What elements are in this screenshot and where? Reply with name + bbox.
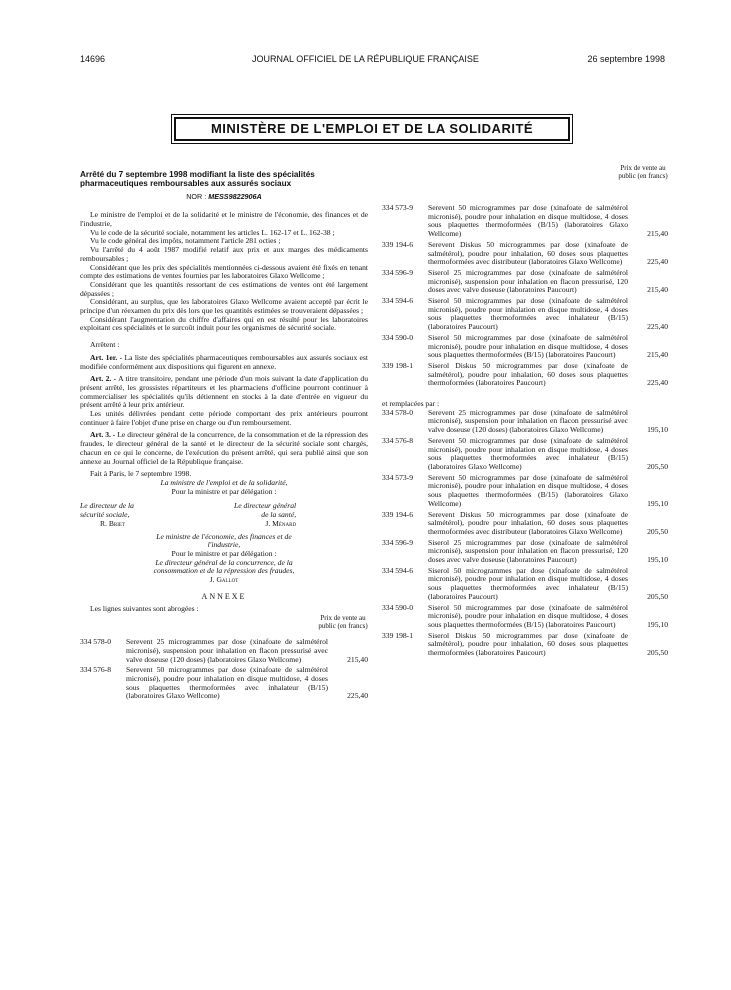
product-price: 195,10: [647, 555, 668, 565]
left-column: [80, 170, 368, 703]
right-column: [382, 164, 668, 660]
article-2-continued: Les unités délivrées pendant cette période comportant des prix antérieurs pourront continuer à faire l'objet d'une prise en charge ou d'un remboursement.: [80, 409, 368, 427]
paragraph: Vu le code de la sécurité sociale, notamment les articles L. 162-17 et L. 162-38 ;: [90, 227, 335, 237]
signature-left-name: R. Briet: [100, 518, 126, 528]
product-code: 334 576-8: [382, 435, 414, 445]
product-price: 225,40: [647, 322, 668, 332]
product-price: 205,50: [647, 526, 668, 536]
product-code: 334 596-9: [382, 537, 414, 547]
replaced-intro: et remplacées par :: [382, 399, 440, 409]
signature-right: [230, 502, 368, 528]
product-entry: [382, 437, 668, 472]
product-price: 195,10: [647, 619, 668, 629]
product-entry: [80, 666, 368, 701]
abrogated-intro: Les lignes suivantes sont abrogées :: [90, 604, 199, 614]
article-2: [80, 375, 368, 410]
minister-economy-title: Le ministre de l'économie, des finances et de l'industrie,: [156, 531, 292, 550]
arretent: Arrêtent :: [90, 340, 120, 350]
signature-right-name: J. Ménard: [265, 518, 297, 528]
product-description: Serevent Diskus 50 microgrammes par dose (xinafoate de salmétérol), poudre pour inhalation, 60 doses sous plaquettes thermoformées avec distributeur (laboratoires Glaxo Wellcome): [428, 239, 628, 267]
product-code: 339 194-6: [382, 509, 414, 519]
product-price: 195,10: [647, 425, 668, 435]
product-entry: [382, 241, 668, 267]
product-code: 334 573-9: [382, 472, 414, 482]
issue-date: 26 septembre 1998: [587, 54, 665, 64]
article-2-text: A titre transitoire, pendant une période d'un mois suivant la date d'application du présent arrêté, les grossistes répartiteurs et les pharmaciens d'officine pourront continuer à commercialiser les spécialités qu'ils détiennent en stocks à la date d'entrée en vigueur du présent arrêté à leur prix antérieur.: [80, 374, 368, 410]
product-entry: [382, 567, 668, 602]
signature-left: [80, 502, 218, 528]
signature-left-title: Le directeur de la sécurité sociale,: [80, 501, 134, 520]
product-entry: [382, 362, 668, 388]
product-code: 334 590-0: [382, 332, 414, 342]
article-2-label: Art. 2. -: [90, 374, 117, 384]
minister-title: La ministre de l'emploi et de la solidarité,: [160, 477, 288, 487]
decree-title: Arrêté du 7 septembre 1998 modifiant la liste des spécialités pharmaceutiques remboursables aux assurés sociaux: [80, 170, 315, 189]
article-1-label: Art. 1er. -: [90, 352, 123, 362]
product-description: Siserol 50 microgrammes par dose (xinafoate de salmétérol micronisé), poudre pour inhalation en disque multidose, 4 doses sous plaquettes thermoformées (B/15) (laboratoires Paucourt): [428, 332, 628, 360]
product-price: 205,50: [647, 461, 668, 471]
abrogated-list-left: [80, 638, 368, 701]
annexe-heading: ANNEXE: [201, 591, 247, 601]
product-code: 334 596-9: [382, 267, 414, 277]
product-entry: [382, 204, 668, 239]
abrogated-list-right: [382, 204, 668, 388]
preamble: [80, 211, 368, 333]
product-description: Serevent 50 microgrammes par dose (xinafoate de salmétérol micronisé), poudre pour inhalation en disque multidose, 4 doses sous plaquettes thermoformées avec inhalateur (B/15) (laboratoires Glaxo Wellcome): [428, 435, 628, 471]
paragraph: Considérant que les quantités ressortant de ces estimations de ventes ont été largement dépassées ;: [80, 279, 368, 298]
ministry-heading: MINISTÈRE DE L'EMPLOI ET DE LA SOLIDARITÉ: [174, 117, 570, 141]
product-code: 334 590-0: [382, 602, 414, 612]
delegation-line: Pour la ministre et par délégation :: [171, 486, 277, 496]
product-price: 205,50: [647, 591, 668, 601]
product-entry: [382, 474, 668, 509]
product-code: 334 578-0: [382, 407, 414, 417]
article-3: [80, 431, 368, 466]
signature-3-title: Le directeur général de la concurrence, de la consommation et de la répression des fraudes,: [153, 557, 295, 576]
product-description: Siserol 25 microgrammes par dose (xinafoate de salmétérol micronisé), suspension pour inhalation en flacon pressurisé, 120 doses avec valve doseuse (laboratoires Paucourt): [428, 537, 628, 565]
product-price: 225,40: [647, 257, 668, 267]
product-description: Serevent 25 microgrammes par dose (xinafoate de salmétérol micronisé), suspension pour inhalation en flacon pressurisé avec valve doseuse (120 doses) (laboratoires Glaxo Wellcome): [126, 637, 328, 664]
product-code: 339 194-6: [382, 239, 414, 249]
product-price: 215,40: [347, 654, 368, 664]
place-date: Fait à Paris, le 7 septembre 1998.: [90, 469, 192, 479]
product-entry: [382, 409, 668, 435]
signature-3-name: J. Gallot: [209, 575, 239, 585]
nor-value: MESS9822906A: [208, 191, 262, 201]
replacement-list: [382, 409, 668, 658]
product-description: Siserol 25 microgrammes par dose (xinafoate de salmétérol micronisé), suspension pour inhalation en flacon pressurisé, 120 doses avec valve doseuse (laboratoires Paucourt): [428, 267, 628, 295]
price-column-header: Prix de vente au public (en francs): [318, 614, 368, 631]
price-column-header: Prix de vente au public (en francs): [618, 164, 668, 180]
product-entry: [80, 638, 368, 664]
paragraph: Considérant, au surplus, que les laboratoires Glaxo Wellcome avaient accepté par écrit le principe d'un réexamen du prix dès lors que les quantités estimées se trouveraient dépassées ;: [80, 297, 368, 316]
product-price: 215,40: [647, 350, 668, 360]
product-description: Siserol 50 microgrammes par dose (xinafoate de salmétérol micronisé), poudre pour inhalation en disque multidose, 4 doses sous plaquettes thermoformées avec inhalateur (B/15) (laboratoires Paucourt): [428, 565, 628, 601]
signature-right-title: Le directeur général de la santé,: [233, 501, 297, 520]
product-price: 215,40: [647, 285, 668, 295]
paragraph: Considérant l'augmentation du chiffre d'affaires qui en est résulté pour les laboratoires exploitant ces spécialités et le surcoût induit pour les organismes de sécurité sociale.: [80, 314, 368, 333]
product-price: 215,40: [647, 229, 668, 239]
product-entry: [382, 604, 668, 630]
product-entry: [382, 632, 668, 658]
article-1-text: La liste des spécialités pharmaceutiques remboursables aux assurés sociaux est modifiée conformément aux dispositions qui figurent en annexe.: [80, 352, 368, 371]
product-code: 339 198-1: [382, 360, 414, 370]
product-description: Serevent 50 microgrammes par dose (xinafoate de salmétérol micronisé), poudre pour inhalation en disque multidose, 4 doses sous plaquettes thermoformées avec inhalateur (B/15) (laboratoires Glaxo Wellcome): [126, 665, 328, 701]
product-description: Siserol Diskus 50 microgrammes par dose (xinafoate de salmétérol), poudre pour inhalation, 60 doses sous plaquettes thermoformées (laboratoires Paucourt): [428, 360, 628, 388]
article-1: [80, 354, 368, 371]
product-price: 225,40: [647, 378, 668, 388]
product-code: 334 578-0: [80, 637, 112, 647]
article-3-text: Le directeur général de la concurrence, de la consommation et de la répression des fraudes, le directeur général de la santé et le directeur de la sécurité sociale sont chargés, chacun en ce qui le concerne, de l'exécution du présent arrêté, qui sera publié ainsi que son annexe au Journal officiel de la République française.: [80, 430, 368, 466]
product-code: 334 573-9: [382, 203, 414, 212]
article-3-label: Art. 3. -: [90, 430, 116, 440]
paragraph: Vu l'arrêté du 4 août 1987 modifié relatif aux prix et aux marges des médicaments remboursables ;: [80, 245, 368, 263]
delegation-line-2: Pour le ministre et par délégation :: [171, 548, 277, 558]
nor-reference: [80, 193, 368, 202]
product-description: Serevent Diskus 50 microgrammes par dose (xinafoate de salmétérol), poudre pour inhalation, 60 doses sous plaquettes thermoformées avec distributeur (laboratoires Glaxo Wellcome): [428, 509, 628, 536]
product-entry: [382, 334, 668, 360]
product-description: Serevent 50 microgrammes par dose (xinafoate de salmétérol micronisé), poudre pour inhalation en disque multidose, 4 doses sous plaquettes thermoformées (B/15) (laboratoires Glaxo Wellcome): [428, 203, 628, 239]
product-description: Serevent 50 microgrammes par dose (xinafoate de salmétérol micronisé), poudre pour inhalation en disque multidose, 4 doses sous plaquettes thermoformées (B/15) (laboratoires Glaxo Wellcome): [428, 472, 628, 508]
product-description: Siserol Diskus 50 microgrammes par dose (xinafoate de salmétérol), poudre pour inhalation, 60 doses sous plaquettes thermoformées (laboratoires Paucourt): [428, 630, 628, 658]
nor-label: NOR :: [186, 191, 207, 201]
product-description: Siserol 50 microgrammes par dose (xinafoate de salmétérol micronisé), poudre pour inhalation en disque multidose, 4 doses sous plaquettes thermoformées avec inhalateur (B/15) (laboratoires Paucourt): [428, 296, 628, 332]
product-description: Siserol 50 microgrammes par dose (xinafoate de salmétérol micronisé), poudre pour inhalation en disque multidose, 4 doses sous plaquettes thermoformées (B/15) (laboratoires Paucourt): [428, 602, 628, 629]
signatures-row: [80, 502, 368, 528]
paragraph: Le ministre de l'emploi et de la solidarité et le ministre de l'économie, des finances et de l'industrie,: [80, 210, 368, 228]
product-description: Serevent 25 microgrammes par dose (xinafoate de salmétérol micronisé), suspension pour inhalation en flacon pressurisé avec valve doseuse (120 doses) (laboratoires Glaxo Wellcome): [428, 407, 628, 435]
product-price: 225,40: [347, 691, 368, 701]
journal-title: JOURNAL OFFICIEL DE LA RÉPUBLIQUE FRANÇAISE: [252, 54, 479, 64]
paragraph: Considérant que les prix des spécialités mentionnées ci-dessous avaient été fixés en tenant compte des estimations de ventes fournies par les laboratoires Glaxo Wellcome ;: [80, 262, 368, 281]
product-code: 334 594-6: [382, 296, 414, 306]
product-price: 205,50: [647, 648, 668, 658]
product-code: 339 198-1: [382, 630, 414, 640]
product-entry: [382, 511, 668, 537]
product-price: 195,10: [647, 498, 668, 508]
page-number: 14696: [80, 54, 106, 64]
product-entry: [382, 539, 668, 565]
paragraph: Vu le code général des impôts, notamment l'article 281 octies ;: [90, 236, 281, 246]
product-code: 334 576-8: [80, 665, 112, 675]
product-entry: [382, 297, 668, 332]
product-code: 334 594-6: [382, 565, 414, 575]
product-entry: [382, 269, 668, 295]
